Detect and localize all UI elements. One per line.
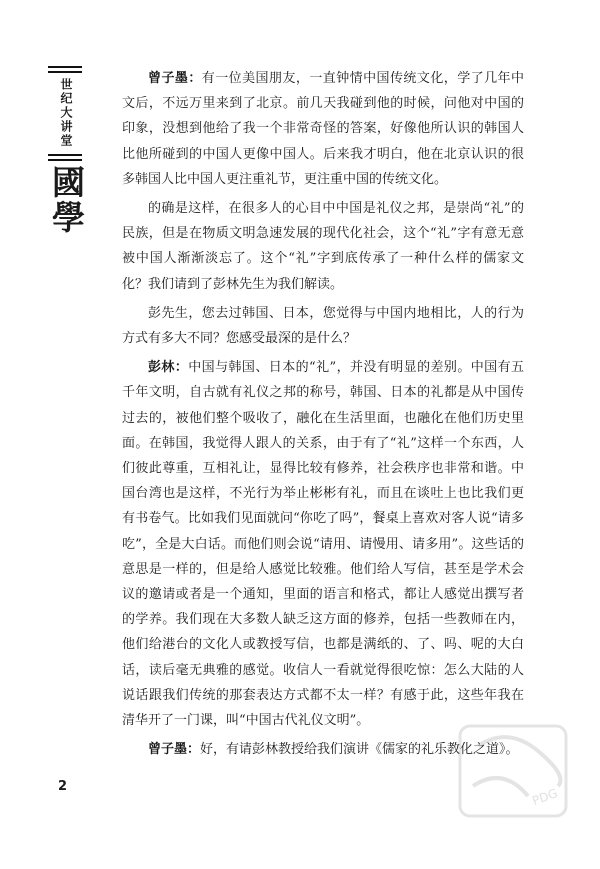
series-sidebar bbox=[48, 66, 84, 235]
bottom-rule-2 bbox=[48, 159, 82, 161]
top-rule bbox=[48, 66, 82, 68]
paragraph bbox=[122, 355, 524, 733]
bottom-rule bbox=[48, 154, 82, 156]
paragraph-text: 中国与韩国、日本的“礼”，并没有明显的差别。中国有五千年文明，自古就有礼仪之邦的称号，韩国、日本的礼都是从中国传过去的，被他们整个吸收了，融化在生活里面，也融化在他们历史里面。在韩国，我觉得人跟人的关系，由于有了“礼”这样一个东西，人们彼此尊重，互相礼让，显得比较有修养，社会秩序也非常和谐。中国台湾也是这样，不光行为举止彬彬有礼，而且在谈吐上也比我们更有书卷气。比如我们见面就问“你吃了吗”，餐桌上喜欢对客人说“请多吃”，全是大白话。而他们则会说“请用、请慢用、请多用”。这些话的意思是一样的，但是给人感觉比较雅。他们给人写信，甚至是学术会议的邀请或者是一个通知，里面的语言和格式，都让人感觉出撰写者的学养。我们现在大多数人缺乏这方面的修养，包括一些教师在内，他们给港台的文化人或教授写信，也都是满纸的、了、吗、呢的大白话，读后毫无典雅的感觉。收信人一看就觉得很吃惊：怎么大陆的人说话跟我们传统的那套表达方式都不太一样？有感于此，这些年我在清华开了一门课，叫“中国古代礼仪文明”。 bbox=[122, 360, 524, 729]
watermark-seal-icon bbox=[448, 716, 578, 826]
series-title: 世纪大讲堂 bbox=[59, 78, 73, 148]
paragraph bbox=[122, 66, 524, 192]
paragraph bbox=[122, 196, 524, 297]
paragraph-text: 的确是这样，在很多人的心目中中国是礼仪之邦，是崇尚“礼”的民族，但是在物质文明急速发展的现代化社会，这个“礼”字有意无意被中国人渐渐淡忘了。这个“礼”字到底传承了一种什么样的儒家文化？我们请到了彭林先生为我们解读。 bbox=[122, 201, 524, 292]
paragraph-text: 有一位美国朋友，一直钟情中国传统文化，学了几年中文后，不远万里来到了北京。前几天我碰到他的时候，问他对中国的印象，没想到他给了我一个非常奇怪的答案，好像他所认识的韩国人比他所碰到的中国人更像中国人。后来我才明白，他在北京认识的很多韩国人比中国人更注重礼节，更注重中国的传统文化。 bbox=[122, 71, 524, 187]
top-rule-2 bbox=[48, 71, 82, 73]
speaker-label: 彭林： bbox=[148, 360, 189, 376]
paragraph-text: 彭先生，您去过韩国、日本，您觉得与中国内地相比，人的行为方式有多大不同？您感受最深的是什么？ bbox=[122, 305, 524, 347]
paragraph bbox=[122, 301, 524, 351]
guoxue-logo: 國學 bbox=[47, 165, 86, 235]
page-number: 2 bbox=[58, 779, 68, 794]
watermark bbox=[448, 716, 578, 826]
watermark-text: PDG bbox=[530, 786, 560, 808]
speaker-label: 曾子墨： bbox=[148, 71, 202, 86]
body-text bbox=[122, 66, 524, 766]
speaker-label: 曾子墨： bbox=[148, 742, 201, 758]
paragraph-text: 好，有请彭林教授给我们演讲《儒家的礼乐教化之道》。 bbox=[200, 742, 519, 758]
